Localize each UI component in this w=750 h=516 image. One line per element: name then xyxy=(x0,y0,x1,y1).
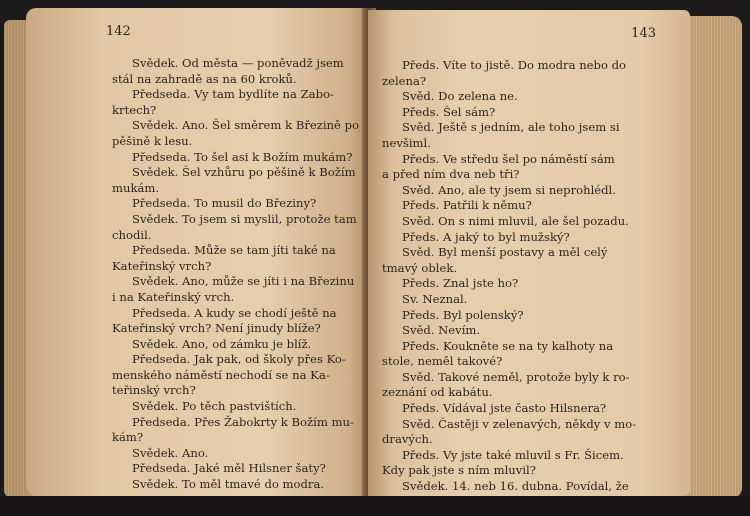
page-edges-right xyxy=(686,16,742,498)
text-line: Svědek. Ano. xyxy=(132,445,209,460)
text-line: Svěd. On s nimi mluvil, ale šel pozadu. xyxy=(402,213,629,228)
text-line: Předseda. Vy tam bydlíte na Zabo- xyxy=(132,87,334,102)
text-line: zelena? xyxy=(382,73,427,88)
text-line: krtech? xyxy=(112,102,157,117)
text-line: Svěd. Ano, ale ty jsem si neprohlédl. xyxy=(402,182,616,197)
text-line: Kateřinský vrch? Není jinudy blíže? xyxy=(112,321,321,336)
text-line: Svěd. Častěji v zelenavých, někdy v mo- xyxy=(402,416,637,431)
text-line: Svědek. Po těch pastvištích. xyxy=(132,399,297,414)
text-line: Svědek. Od města — poněvadž jsem xyxy=(132,56,344,70)
text-line: dravých. xyxy=(382,432,433,447)
text-line: Předseda. Jak pak, od školy přes Ko- xyxy=(132,352,346,367)
text-line: Předs. A jaký to byl mužský? xyxy=(402,229,570,244)
text-line: Svěd. Byl menší postavy a měl celý xyxy=(402,245,608,260)
text-line: Kateřinský vrch? xyxy=(112,258,212,273)
text-line: Předseda. To musil do Březiny? xyxy=(132,196,317,211)
text-line: Předs. Koukněte se na ty kalhoty na xyxy=(402,338,614,353)
text-line: Svědek. To měl tmavé do modra. xyxy=(132,477,325,492)
text-line: Svěd. Takové neměl, protože byly k ro- xyxy=(402,369,630,384)
text-line: Svěd. Ještě s jedním, ale toho jsem si xyxy=(402,120,620,135)
text-line: Předs. Patřili k němu? xyxy=(402,198,532,213)
text-line: Svědek. Ano, od zámku je blíž. xyxy=(132,336,312,351)
text-line: Svěd. Nevím. xyxy=(402,323,481,338)
text-line: Svědek. Ano, může se jíti i na Březinu xyxy=(132,274,355,289)
background-bottom xyxy=(0,496,750,516)
text-line: Svědek. Šel vzhůru po pěšině k Božím xyxy=(132,165,356,180)
text-line: a před ním dva neb tři? xyxy=(382,167,520,182)
text-line: Předs. Šel sám? xyxy=(402,104,496,119)
text-line: chodil. xyxy=(112,227,152,242)
text-line: Předseda. A kudy se chodí ještě na xyxy=(132,305,337,320)
text-line: zeznání od kabátu. xyxy=(382,385,493,400)
page-number-right: 143 xyxy=(631,26,656,41)
text-line: Předs. Ve středu šel po náměstí sám xyxy=(402,151,615,166)
text-line: tmavý oblek. xyxy=(382,260,458,275)
text-line: Předseda. Přes Žabokrty k Božím mu- xyxy=(132,414,354,429)
text-line: Předs. Vy jste také mluvil s Fr. Šicem. xyxy=(402,447,624,462)
text-line: Svědek. 14. neb 16. dubna. Povídal, že xyxy=(402,479,629,494)
text-line: teřinský vrch? xyxy=(112,383,196,398)
text-line: menského náměstí nechodí se na Ka- xyxy=(112,367,330,382)
text-line: stole, neměl takové? xyxy=(382,354,503,369)
text-line: pěšině k lesu. xyxy=(112,133,193,148)
text-line: Předs. Byl polenský? xyxy=(402,307,524,322)
text-line: Předseda. Jaké měl Hilsner šaty? xyxy=(132,461,326,476)
text-line: Sv. Neznal. xyxy=(402,291,468,306)
text-line: Svědek. Ano. Šel směrem k Březině po xyxy=(132,118,359,133)
text-line: nevšiml. xyxy=(382,135,431,150)
right-page-text xyxy=(382,58,672,495)
text-line: Předs. Víte to jistě. Do modra nebo do xyxy=(402,58,627,72)
page-number-left: 142 xyxy=(106,24,131,39)
text-line: Kdy pak jste s ním mluvil? xyxy=(382,463,536,478)
text-line: Předseda. Může se tam jíti také na xyxy=(132,243,336,258)
text-line: mukám. xyxy=(112,180,160,195)
text-line: kám? xyxy=(112,430,144,445)
text-line: Svědek. To jsem si myslil, protože tam xyxy=(132,211,357,226)
left-page xyxy=(26,8,370,498)
right-page xyxy=(368,10,690,496)
text-line: Předs. Znal jste ho? xyxy=(402,276,519,291)
text-line: stál na zahradě as na 60 kroků. xyxy=(112,71,297,86)
text-line: i na Kateřinský vrch. xyxy=(112,289,235,304)
left-page-text xyxy=(112,56,359,493)
text-line: Svěd. Do zelena ne. xyxy=(402,89,518,104)
text-line: Předs. Vídával jste často Hilsnera? xyxy=(402,401,607,416)
text-line: Předseda. To šel asi k Božím mukám? xyxy=(132,149,353,164)
